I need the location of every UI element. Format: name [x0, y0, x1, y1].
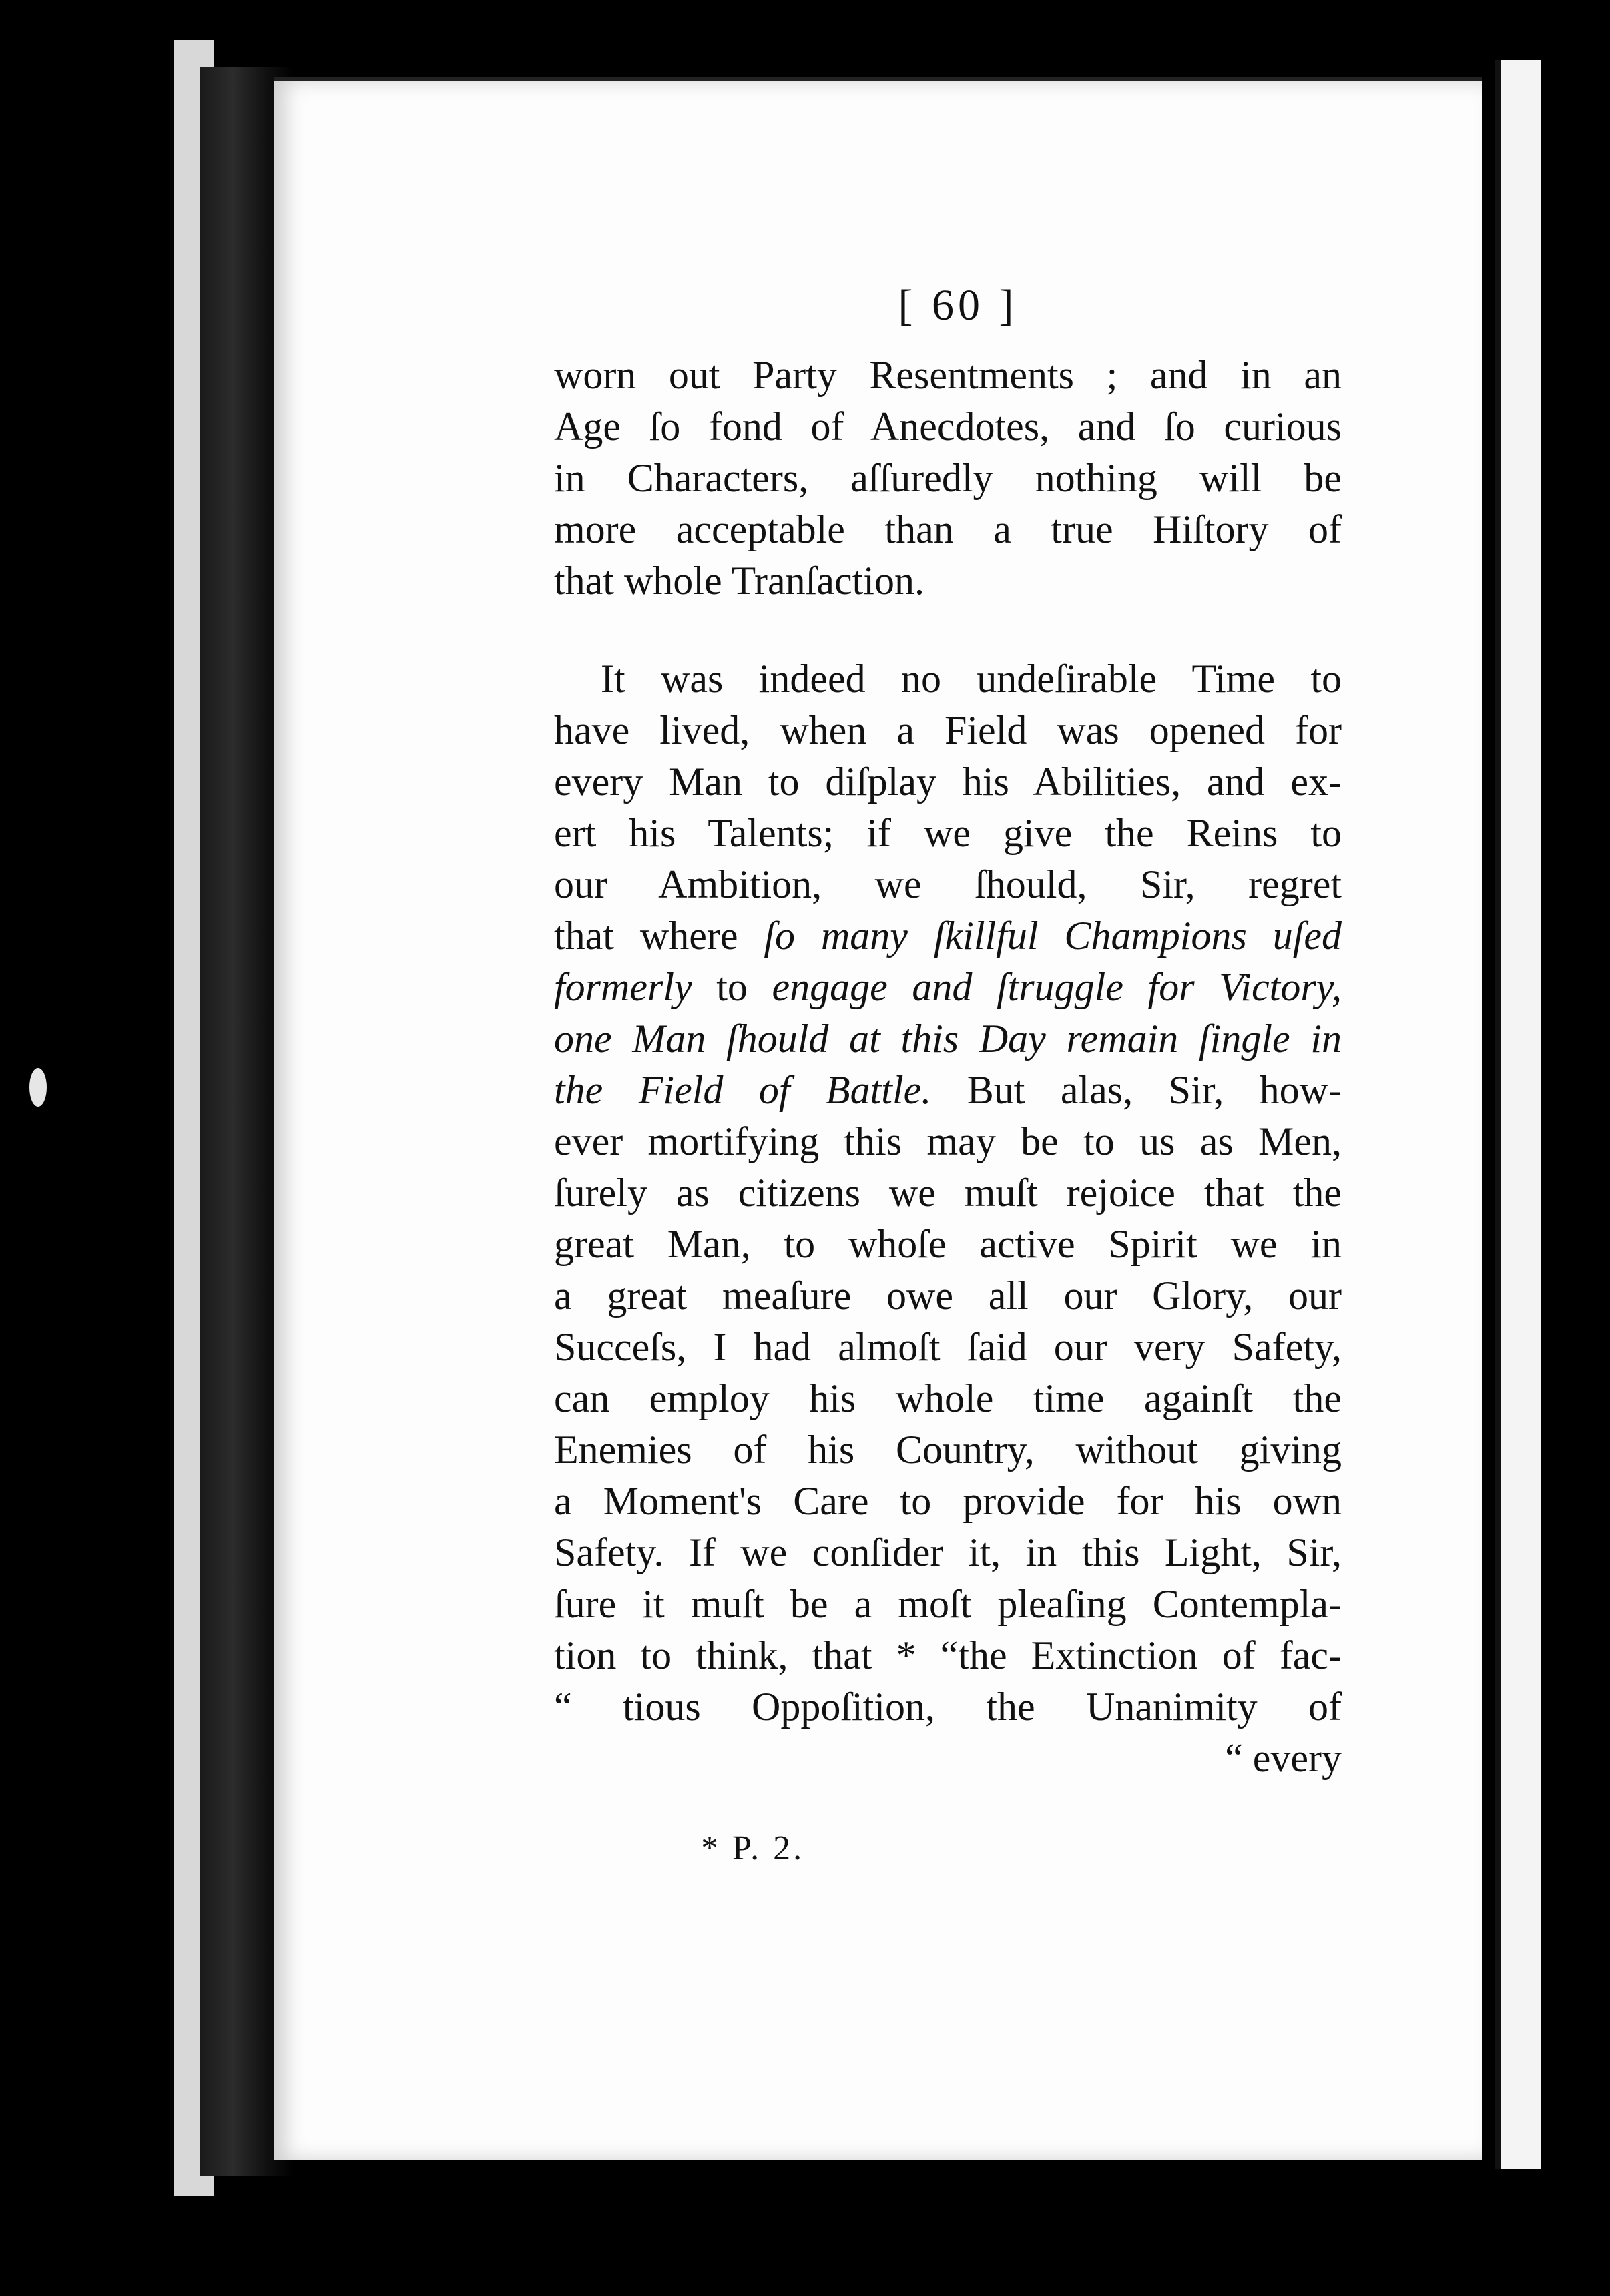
text-line: have lived, when a Field was opened for: [554, 708, 1342, 752]
text-line: more acceptable than a true Hiſtory of: [554, 507, 1342, 551]
italic-run: engage and ſtruggle for Victory,: [772, 965, 1342, 1009]
right-page-edge: [1495, 60, 1541, 2169]
text-line: tion to think, that * “the Extinction of fac-: [554, 1633, 1342, 1677]
italic-run: ſo many ſkillful Champions uſed: [764, 914, 1342, 958]
text-line: every Man to diſplay his Abilities, and ex-: [554, 760, 1342, 804]
text-line: Age ſo fond of Anecdotes, and ſo curious: [554, 404, 1342, 449]
text-line: “ tious Oppoſition, the Unanimity of: [554, 1685, 1342, 1729]
text-line: our Ambition, we ſhould, Sir, regret: [554, 862, 1342, 906]
italic-run: the Field of Battle.: [554, 1068, 932, 1112]
text-line: in Characters, aſſuredly nothing will be: [554, 456, 1342, 500]
roman-run: that where: [554, 914, 764, 958]
text-line: worn out Party Resentments ; and in an: [554, 353, 1342, 397]
page-number: [ 60 ]: [898, 281, 1018, 330]
text-line-mixed: [554, 962, 1342, 1013]
text-line: that whole Tranſaction.: [554, 559, 924, 603]
text-line: It was indeed no undeſirable Time to: [601, 657, 1342, 701]
margin-blot: [29, 1068, 47, 1107]
italic-run: formerly: [554, 965, 692, 1009]
text-line: Enemies of his Country, without giving: [554, 1428, 1342, 1472]
text-line-italic: one Man ſhould at this Day remain ſingle in: [554, 1017, 1342, 1061]
text-line-mixed: [554, 1065, 1342, 1116]
text-line: ever mortifying this may be to us as Men,: [554, 1119, 1342, 1163]
roman-run: But alas, Sir, how-: [931, 1068, 1342, 1112]
paragraph-2: [554, 653, 1342, 1784]
footnote: * P. 2.: [701, 1829, 805, 1868]
text-line: ert his Talents; if we give the Reins to: [554, 811, 1342, 855]
text-line: ſurely as citizens we muſt rejoice that the: [554, 1171, 1342, 1215]
page-text: [554, 280, 1342, 1784]
text-line: can employ his whole time againſt the: [554, 1376, 1342, 1420]
text-line-mixed: [554, 910, 1342, 962]
paragraph-1: [554, 350, 1342, 607]
text-line: great Man, to whoſe active Spirit we in: [554, 1222, 1342, 1266]
text-line: ſure it muſt be a moſt pleaſing Contempla-: [554, 1582, 1342, 1626]
catchword: “ every: [1225, 1736, 1342, 1780]
paragraph-spacer: [554, 607, 1342, 653]
text-line: Succeſs, I had almoſt ſaid our very Safety,: [554, 1325, 1342, 1369]
text-line: a Moment's Care to provide for his own: [554, 1479, 1342, 1523]
roman-run: to: [692, 965, 772, 1009]
text-line: Safety. If we conſider it, in this Light, Sir,: [554, 1530, 1342, 1574]
text-line: a great meaſure owe all our Glory, our: [554, 1273, 1342, 1318]
